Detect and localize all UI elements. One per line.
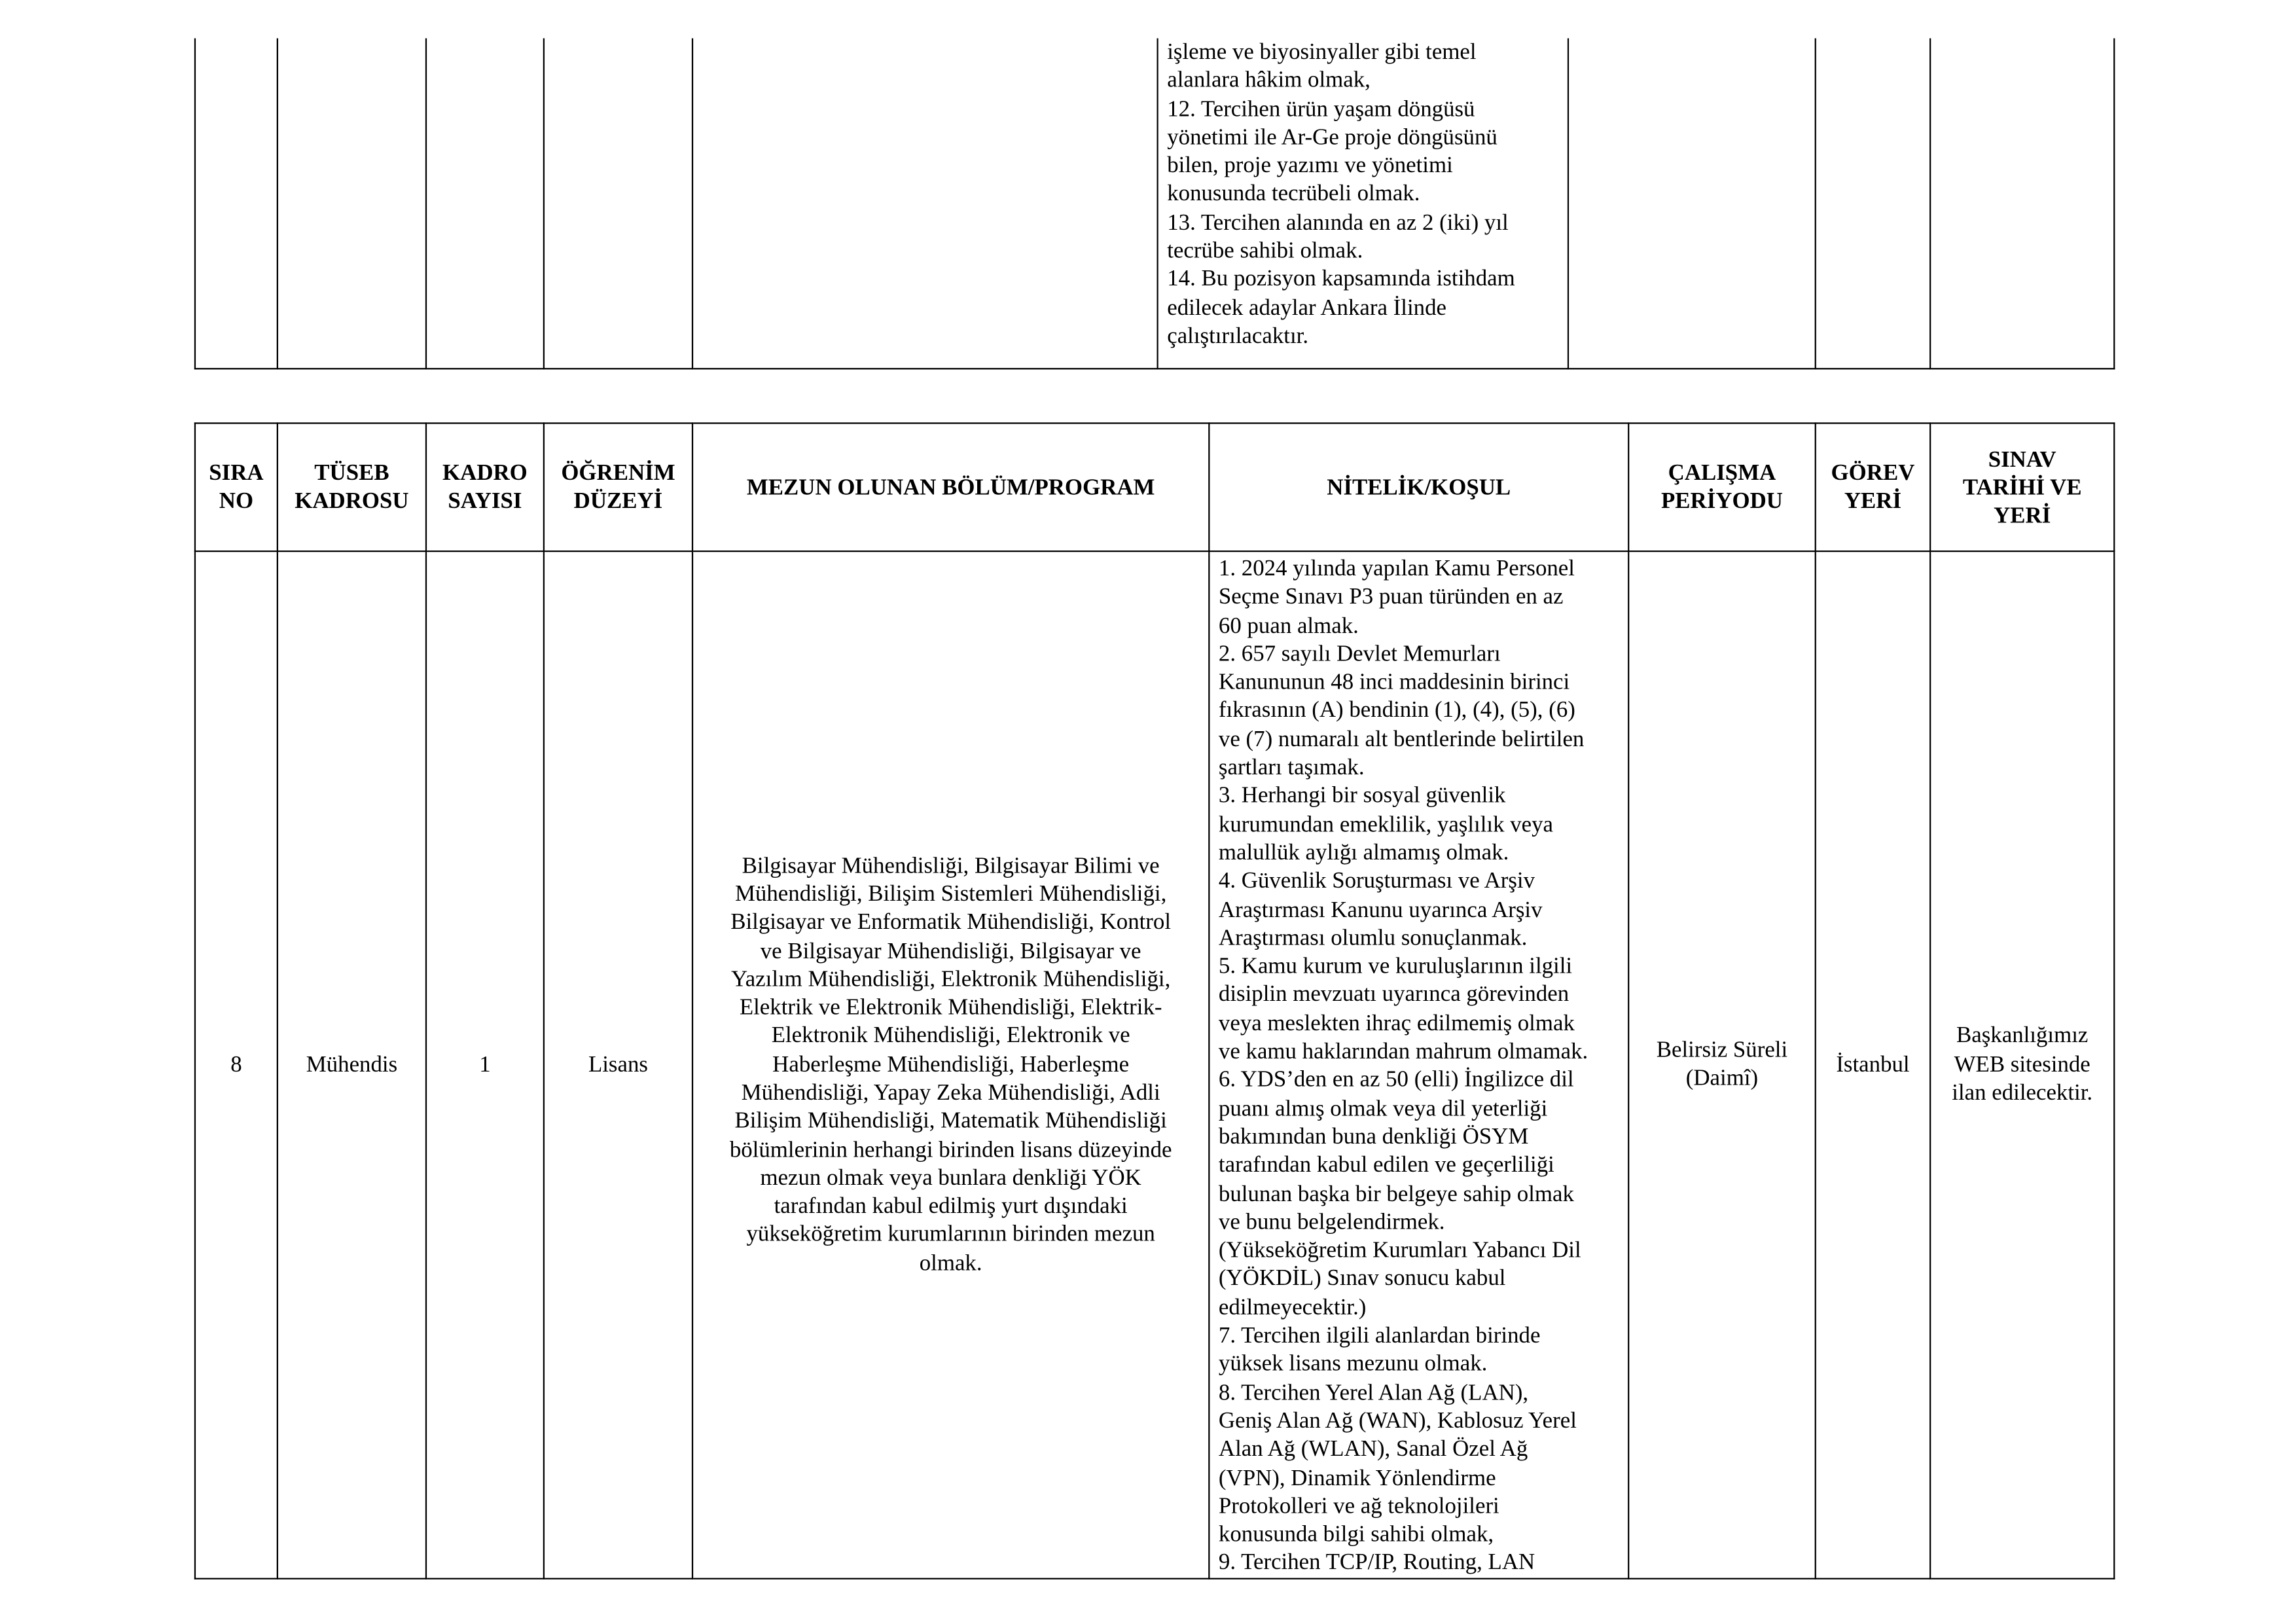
program-line: Mühendisliği, Yapay Zeka Mühendisliği, Adli [741, 1080, 1160, 1106]
table-row [195, 551, 2114, 1578]
program-line: mezun olmak veya bunlara denkliği YÖK [760, 1165, 1141, 1191]
condition-line: 1. 2024 yılında yapılan Kamu Personel [1218, 556, 1575, 582]
condition-line: tecrübe sahibi olmak. [1167, 238, 1363, 264]
header-calisma-periyodu: ÇALIŞMA PERİYODU [1628, 424, 1816, 552]
condition-line: 2. 657 sayılı Devlet Memurları [1218, 641, 1501, 667]
program-line: tarafından kabul edilmiş yurt dışındaki [774, 1194, 1128, 1219]
program-line: Bilgisayar ve Enformatik Mühendisliği, Kontrol [730, 910, 1172, 935]
ogrenim-duzeyi-cell: Lisans [544, 551, 692, 1578]
condition-line: 6. YDS’den en az 50 (elli) İngilizce dil [1218, 1068, 1574, 1093]
condition-line: Protokolleri ve ağ teknolojileri [1218, 1493, 1499, 1519]
condition-line: bakımından buna denkliği ÖSYM [1218, 1124, 1529, 1150]
header-gorev-yeri: GÖREV YERİ [1816, 424, 1930, 552]
sira-no-cell: 8 [195, 551, 278, 1578]
condition-line: şartları taşımak. [1218, 755, 1365, 780]
program-line: Mühendisliği, Bilişim Sistemleri Mühendisliği, [734, 881, 1167, 907]
condition-line: (Yükseköğretim Kurumları Yabancı Dil [1218, 1238, 1581, 1263]
condition-line: 9. Tercihen TCP/IP, Routing, LAN [1218, 1550, 1535, 1576]
condition-line: 4. Güvenlik Soruşturması ve Arşiv [1218, 869, 1535, 894]
continued-row [195, 38, 2114, 369]
condition-line: konusunda tecrübeli olmak. [1167, 181, 1420, 207]
condition-line: işleme ve biyosinyaller gibi temel [1167, 39, 1477, 65]
positions-table [194, 422, 2115, 1579]
program-line: Bilişim Mühendisliği, Matematik Mühendisliği [734, 1108, 1167, 1134]
condition-line: Araştırması olumlu sonuçlanmak. [1218, 926, 1528, 951]
condition-line: fıkrasının (A) bendinin (1), (4), (5), (6) [1218, 698, 1575, 724]
kadro-sayisi-cell: 1 [426, 551, 544, 1578]
condition-line: çalıştırılacaktır. [1167, 323, 1309, 349]
header-row [195, 424, 2114, 552]
empty-cell [544, 38, 692, 369]
condition-line: 5. Kamu kurum ve kuruluşlarının ilgili [1218, 954, 1573, 979]
condition-line: ve (7) numaralı alt bentlerinde belirtilen [1218, 727, 1585, 752]
condition-line: bulunan başka bir belgeye sahip olmak [1218, 1181, 1574, 1206]
continued-table [194, 38, 2115, 369]
condition-line: alanlara hâkim olmak, [1167, 68, 1371, 94]
empty-cell [195, 38, 278, 369]
condition-line: Kanununun 48 inci maddesinin birinci [1218, 670, 1570, 695]
header-ogrenim-duzeyi: ÖĞRENİM DÜZEYİ [544, 424, 692, 552]
program-cell [692, 551, 1209, 1578]
condition-line: edilmeyecektir.) [1218, 1295, 1367, 1320]
condition-line: puanı almış olmak veya dil yeterliği [1218, 1096, 1548, 1121]
condition-line: (YÖKDİL) Sınav sonucu kabul [1218, 1266, 1506, 1292]
condition-line: konusunda bilgi sahibi olmak, [1218, 1522, 1494, 1547]
program-line: Bilgisayar Mühendisliği, Bilgisayar Bilimi ve [742, 853, 1160, 878]
condition-line: 7. Tercihen ilgili alanlardan birinde [1218, 1323, 1541, 1348]
empty-cell [1930, 38, 2114, 369]
empty-cell [278, 38, 426, 369]
condition-line: ve bunu belgelendirmek. [1218, 1210, 1445, 1235]
condition-line: 3. Herhangi bir sosyal güvenlik [1218, 784, 1506, 809]
continued-conditions-cell [1158, 38, 1568, 369]
condition-line: 13. Tercihen alanında en az 2 (iki) yıl [1167, 210, 1509, 236]
empty-cell [1568, 38, 1816, 369]
conditions-cell [1209, 551, 1628, 1578]
header-sinav-tarihi: SINAV TARİHİ VE YERİ [1930, 424, 2114, 552]
condition-line: yüksek lisans mezunu olmak. [1218, 1352, 1488, 1377]
condition-line: 12. Tercihen ürün yaşam döngüsü [1167, 96, 1475, 122]
condition-line: malullük aylığı almamış olmak. [1218, 840, 1509, 866]
program-line: Yazılım Mühendisliği, Elektronik Mühendisliği, [731, 966, 1171, 992]
condition-line: yönetimi ile Ar-Ge proje döngüsünü [1167, 124, 1498, 151]
condition-line: bilen, proje yazımı ve yönetimi [1167, 153, 1453, 179]
condition-line: Alan Ağ (WLAN), Sanal Özel Ağ [1218, 1437, 1528, 1462]
program-line: Elektronik Mühendisliği, Elektronik ve [771, 1023, 1130, 1049]
empty-cell [692, 38, 1158, 369]
program-line: ve Bilgisayar Mühendisliği, Bilgisayar ve [760, 938, 1141, 964]
program-line: yükseköğretim kurumlarının birinden mezun [746, 1222, 1155, 1248]
condition-line: 8. Tercihen Yerel Alan Ağ (LAN), [1218, 1380, 1529, 1405]
condition-line: Araştırması Kanunu uyarınca Arşiv [1218, 897, 1543, 922]
condition-line: disiplin mevzuatı uyarınca görevinden [1218, 982, 1570, 1008]
condition-line: ve kamu haklarından mahrum olmamak. [1218, 1039, 1588, 1064]
calisma-periyodu-cell: Belirsiz Süreli (Daimî) [1628, 551, 1816, 1578]
program-line: Haberleşme Mühendisliği, Haberleşme [772, 1052, 1130, 1077]
header-tuseb-kadrosu: TÜSEB KADROSU [278, 424, 426, 552]
program-line: olmak. [919, 1250, 982, 1276]
condition-line: veya meslekten ihraç edilmemiş olmak [1218, 1011, 1575, 1036]
condition-line: edilecek adaylar Ankara İlinde [1167, 295, 1446, 321]
condition-line: 60 puan almak. [1218, 613, 1359, 639]
gorev-yeri-cell: İstanbul [1816, 551, 1930, 1578]
condition-line: (VPN), Dinamik Yönlendirme [1218, 1465, 1496, 1490]
empty-cell [1816, 38, 1930, 369]
condition-line: 14. Bu pozisyon kapsamında istihdam [1167, 266, 1515, 293]
program-line: Elektrik ve Elektronik Mühendisliği, Elektrik- [739, 995, 1162, 1020]
header-mezun-olunan: MEZUN OLUNAN BÖLÜM/PROGRAM [692, 424, 1209, 552]
condition-line: Seçme Sınavı P3 puan türünden en az [1218, 585, 1564, 610]
program-line: bölümlerinin herhangi birinden lisans düzeyinde [729, 1137, 1172, 1163]
tuseb-kadrosu-cell: Mühendis [278, 551, 426, 1578]
condition-line: kurumundan emeklilik, yaşlılık veya [1218, 812, 1554, 837]
empty-cell [426, 38, 544, 369]
program-text [698, 852, 1204, 1278]
header-sira-no: SIRA NO [195, 424, 278, 552]
condition-line: tarafından kabul edilen ve geçerliliği [1218, 1153, 1554, 1178]
header-kadro-sayisi: KADRO SAYISI [426, 424, 544, 552]
header-nitelik-kosul: NİTELİK/KOŞUL [1209, 424, 1628, 552]
sinav-tarihi-cell: Başkanlığımız WEB sitesinde ilan edilecektir. [1930, 551, 2114, 1578]
condition-line: Geniş Alan Ağ (WAN), Kablosuz Yerel [1218, 1408, 1577, 1434]
